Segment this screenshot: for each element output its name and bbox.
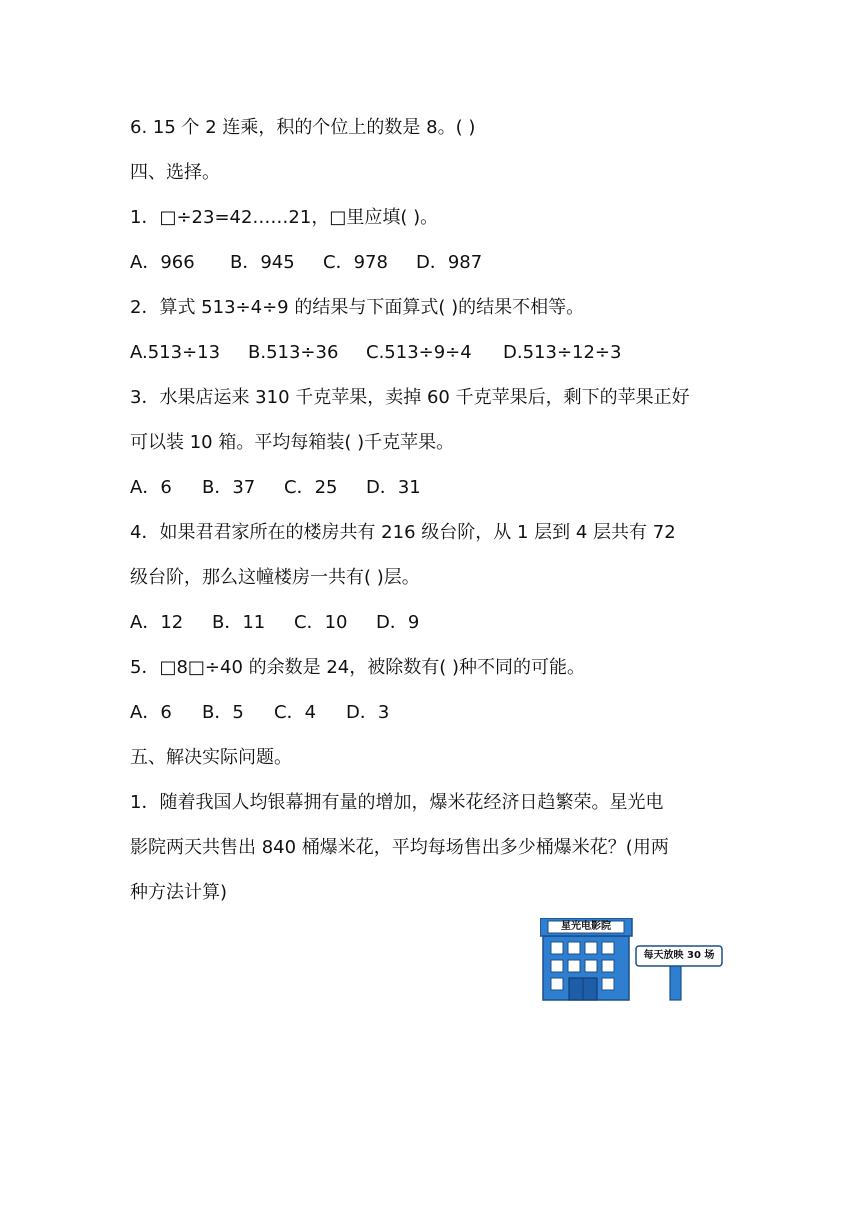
option-b: B．5 <box>202 702 244 723</box>
choice-question-3-line-2: 可以装 10 箱。平均每箱装( )千克苹果。 <box>130 432 455 453</box>
problem-1-line-3: 种方法计算) <box>130 882 228 903</box>
option-c: C．978 <box>323 252 388 273</box>
option-d: D．9 <box>376 612 420 633</box>
screenings-board-sign: 每天放映 30 场 <box>643 950 715 961</box>
option-a: A．966 <box>130 252 195 273</box>
option-c: C.513÷9÷4 <box>366 342 472 363</box>
option-d: D.513÷12÷3 <box>503 342 622 363</box>
choice-question-5: 5．□8□÷40 的余数是 24，被除数有( )种不同的可能。 <box>130 657 586 678</box>
option-c: C．4 <box>274 702 317 723</box>
true-false-question-6: 6. 15 个 2 连乘，积的个位上的数是 8。( ) <box>130 117 476 138</box>
option-b: B．11 <box>212 612 266 633</box>
choice-question-3-options <box>130 476 421 500</box>
option-a: A.513÷13 <box>130 342 221 363</box>
choice-question-3-line-1: 3．水果店运来 310 千克苹果，卖掉 60 千克苹果后，剩下的苹果正好 <box>130 387 690 408</box>
option-a: A．6 <box>130 702 172 723</box>
option-c: C．10 <box>294 612 348 633</box>
option-b: B．945 <box>230 252 295 273</box>
problem-1-line-2: 影院两天共售出 840 桶爆米花，平均每场售出多少桶爆米花？(用两 <box>130 837 669 858</box>
option-b: B．37 <box>202 477 256 498</box>
choice-question-2: 2．算式 513÷4÷9 的结果与下面算式( )的结果不相等。 <box>130 297 585 318</box>
choice-question-4-line-1: 4．如果君君家所在的楼房共有 216 级台阶，从 1 层到 4 层共有 72 <box>130 522 676 543</box>
choice-question-4-line-2: 级台阶，那么这幢楼房一共有( )层。 <box>130 567 420 588</box>
choice-question-2-options <box>130 341 621 365</box>
choice-question-4-options <box>130 611 419 635</box>
choice-question-1: 1．□÷23=42……21，□里应填( )。 <box>130 207 439 228</box>
choice-question-5-options <box>130 701 389 725</box>
option-c: C．25 <box>284 477 338 498</box>
option-d: D．3 <box>346 702 390 723</box>
option-b: B.513÷36 <box>248 342 339 363</box>
option-a: A．6 <box>130 477 172 498</box>
problem-1-line-1: 1．随着我国人均银幕拥有量的增加，爆米花经济日趋繁荣。星光电 <box>130 792 664 813</box>
choice-question-1-options <box>130 251 482 275</box>
section-5-title: 五、解决实际问题。 <box>130 747 292 768</box>
cinema-name-sign: 星光电影院 <box>561 921 611 932</box>
option-a: A．12 <box>130 612 184 633</box>
cinema-illustration <box>540 918 730 1002</box>
section-4-title: 四、选择。 <box>130 162 220 183</box>
option-d: D．987 <box>416 252 483 273</box>
option-d: D．31 <box>366 477 421 498</box>
